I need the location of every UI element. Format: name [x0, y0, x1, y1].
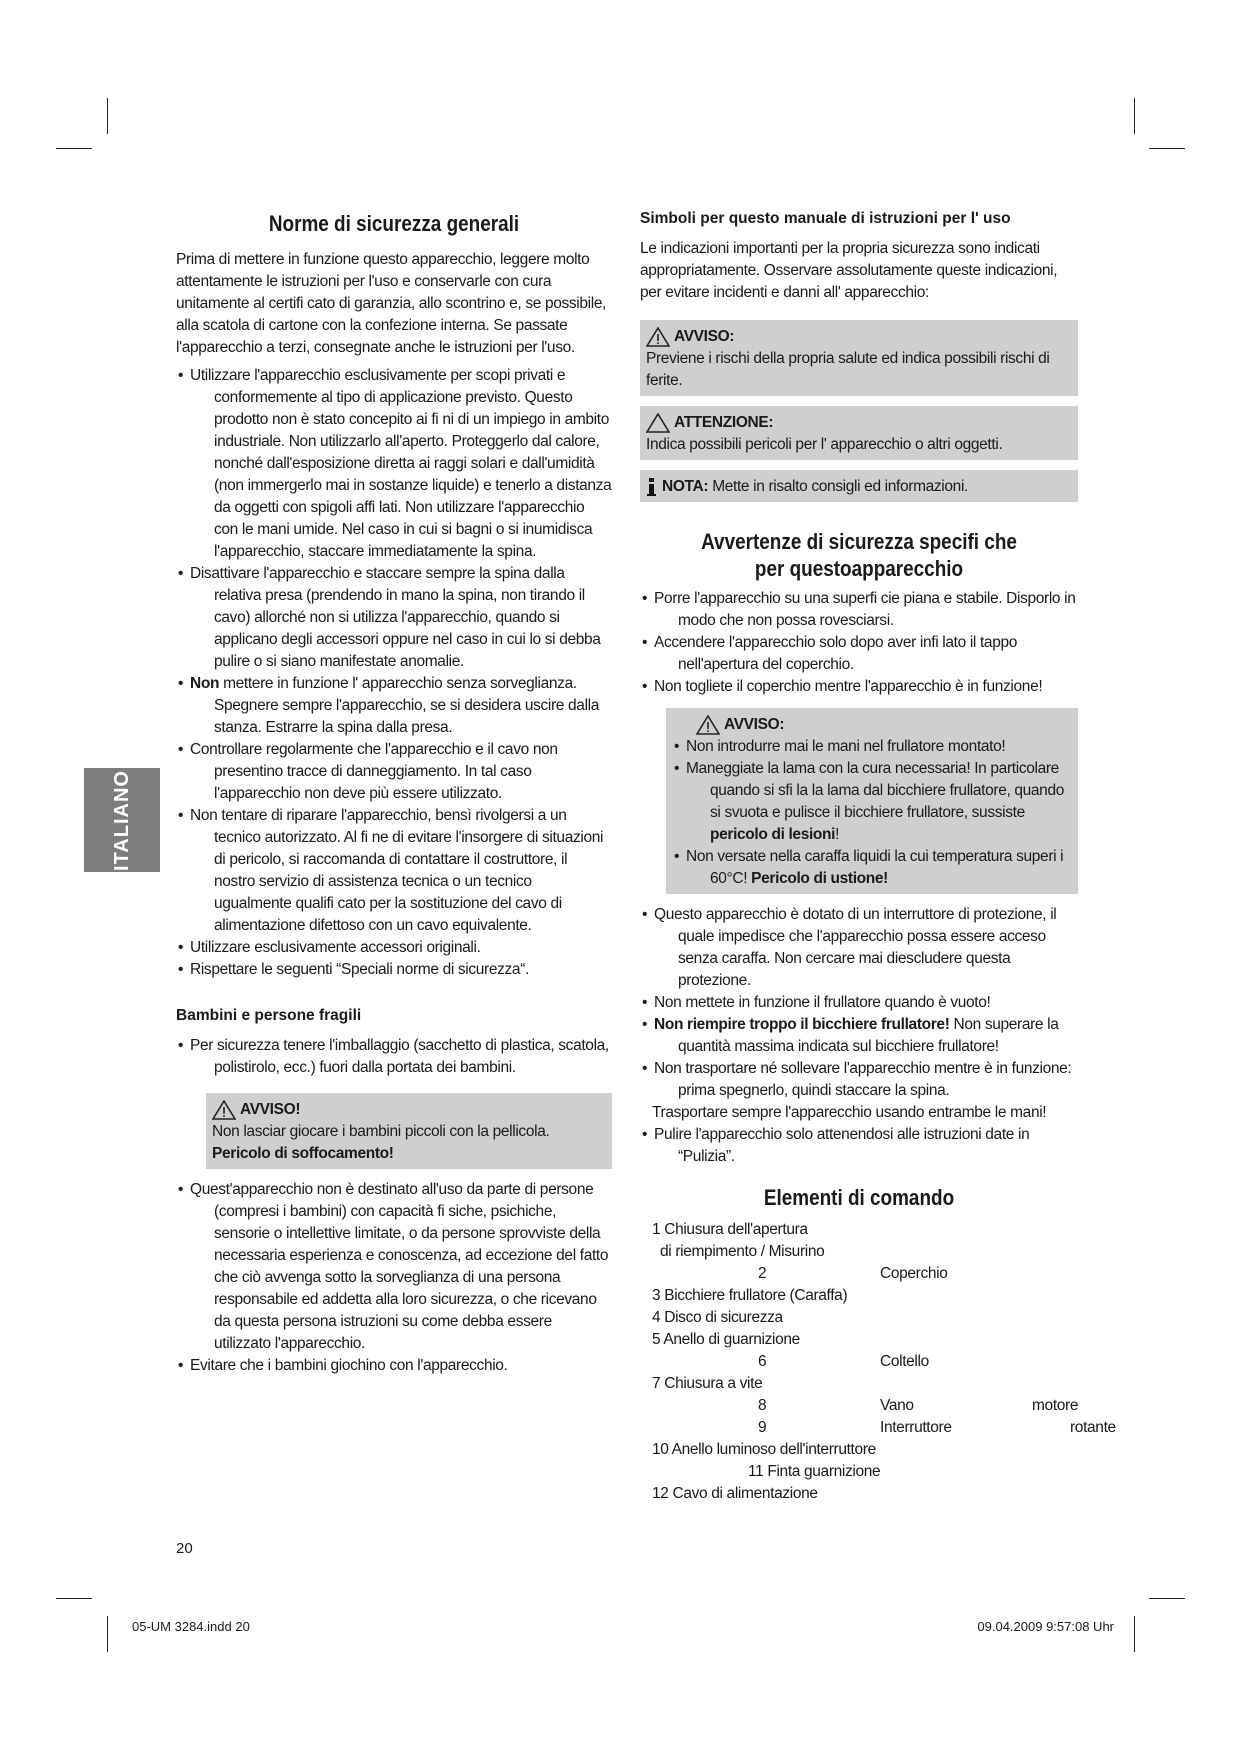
warning-box-children — [206, 1093, 612, 1169]
bold-text: pericolo di lesioni — [710, 826, 836, 843]
list-item: • Evitare che i bambini giochino con l'apparecchio. — [176, 1355, 612, 1377]
symbols-title: Simboli per questo manuale di istruzioni per l' uso — [640, 210, 1011, 227]
specific-safety-list-2 — [640, 904, 1078, 1102]
avviso-box-2 — [666, 708, 1078, 894]
list-item: • Porre l'apparecchio su una superfi cie piana e stabile. Disporlo in modo che non possa rovesciarsi. — [640, 588, 1078, 632]
bold-text: Non — [190, 675, 220, 692]
left-column — [176, 210, 612, 1377]
children-list — [176, 1035, 612, 1079]
control-item: Coltello — [880, 1353, 929, 1370]
warning-triangle-icon — [696, 715, 720, 735]
avviso-box — [640, 320, 1078, 396]
section-title-general-safety: Norme di sicurezza generali — [268, 211, 520, 236]
subsection-title-children: Bambini e persone fragili — [176, 1007, 362, 1024]
list-item-text: Non superare la quantità massima indicata sul bicchiere frullatore! — [678, 1016, 1059, 1055]
control-number: 9 — [758, 1419, 767, 1436]
control-item: Interruttore — [880, 1419, 952, 1436]
list-item — [672, 758, 1072, 846]
bold-text: Pericolo di ustione! — [751, 870, 888, 887]
symbols-intro: Le indicazioni importanti per la propria sicurezza sono indicati appropriatamente. Osservare assolutamente queste indicazioni, per evitare incidenti e danni all' apparecchio: — [640, 240, 1058, 301]
footer-timestamp: 09.04.2009 9:57:08 Uhr — [977, 1619, 1114, 1634]
list-item: • Non introdurre mai le mani nel frullatore montato! — [672, 736, 1072, 758]
control-item: 5 Anello di guarnizione — [652, 1331, 800, 1348]
warning-triangle-icon — [646, 327, 670, 347]
control-item: 4 Disco di sicurezza — [652, 1309, 783, 1326]
control-number: 6 — [758, 1353, 767, 1370]
attenzione-box — [640, 406, 1078, 460]
crop-mark — [1149, 1598, 1185, 1599]
control-item: rotante — [1070, 1419, 1116, 1436]
control-item: 1 Chiusura dell'apertura — [652, 1221, 808, 1238]
info-icon — [646, 477, 658, 497]
language-side-tab — [84, 768, 160, 872]
crop-mark — [56, 148, 92, 149]
caution-triangle-icon — [646, 413, 670, 433]
footer-file: 05-UM 3284.indd 20 — [132, 1619, 250, 1634]
control-number: 8 — [758, 1397, 767, 1414]
list-item: • Per sicurezza tenere l'imballaggio (sacchetto di plastica, scatola, polistirolo, ecc.) fuori dalla portata dei bambini. — [176, 1035, 612, 1079]
warning-bold: Pericolo di soffocamento! — [212, 1145, 394, 1162]
attenzione-text: Indica possibili pericoli per l' apparecchio o altri oggetti. — [646, 436, 1003, 453]
avviso-head: AVVISO: — [674, 328, 735, 345]
control-number: 2 — [758, 1265, 767, 1282]
control-item: 7 Chiusura a vite — [652, 1375, 763, 1392]
list-item: • Pulire l'apparecchio solo attenendosi alle istruzioni date in “Pulizia”. — [640, 1124, 1078, 1168]
control-item: 11 Finta guarnizione — [748, 1463, 881, 1480]
list-item: • Utilizzare esclusivamente accessori originali. — [176, 937, 612, 959]
specific-safety-list — [640, 588, 1078, 698]
controls-list — [640, 1219, 1116, 1502]
intro-paragraph: Prima di mettere in funzione questo apparecchio, leggere molto attentamente le istruzioni per l'uso e conservarle con cura unitamente al certifi cato di garanzia, allo scontrino e, se possibile, alla scatola di cartone con la confezione interna. Se passate l'apparecchio a terzi, consegnate anche le istruzioni per l'uso. — [176, 251, 607, 356]
list-item: • Questo apparecchio è dotato di un interruttore di protezione, il quale impedisce che l'apparecchio possa essere acceso senza caraffa. Non cercare mai diescludere questa protezione. — [640, 904, 1078, 992]
nota-text: Mette in risalto consigli ed informazioni. — [712, 478, 968, 495]
list-item-text: mettere in funzione l' apparecchio senza sorveglianza. Spegnere sempre l'apparecchio, se si desidera uscire dalla stanza. Estrarre la spina dalla presa. — [214, 675, 600, 736]
avviso-text: Previene i rischi della propria salute ed indica possibili rischi di ferite. — [646, 350, 1050, 389]
control-item: 12 Cavo di alimentazione — [652, 1485, 818, 1502]
list-item — [176, 673, 612, 739]
list-item-text: Non versate nella caraffa liquidi la cui temperatura superi i 60°C! — [686, 848, 1064, 887]
transport-line: Trasportare sempre l'apparecchio usando entrambe le mani! — [652, 1104, 1047, 1121]
attenzione-head: ATTENZIONE: — [674, 414, 774, 431]
control-item: 10 Anello luminoso dell'interruttore — [652, 1441, 876, 1458]
specific-title-line1: Avvertenze di sicurezza specifi che — [701, 529, 1017, 554]
list-item — [672, 846, 1072, 890]
list-item-text: Maneggiate la lama con la cura necessaria! In particolare quando si sfi la la lama dal bicchiere frullatore, quando si svuota e pulisce il bicchiere frullatore, sussiste — [686, 760, 1064, 821]
list-item: • Non mettete in funzione il frullatore quando è vuoto! — [640, 992, 1078, 1014]
list-item: • Quest'apparecchio non è destinato all'uso da parte di persone (compresi i bambini) con capacità fi siche, psichiche, sensorie o intellettive limitate, o da persone sprovviste della necessaria esperienza e conoscenza, ad eccezione del fatto che ciò avvenga sotto la sorveglianza di una persona responsabile ed addetta alla loro sicurezza, o che ricevano da questa persona istruzioni su come debba essere utilizzato l'apparecchio. — [176, 1179, 612, 1355]
list-item: • Non trasportare né sollevare l'apparecchio mentre è in funzione: prima spegnerlo, quindi staccare la spina. — [640, 1058, 1078, 1102]
bold-text: Non riempire troppo il bicchiere frullatore! — [654, 1016, 950, 1033]
list-item: • Non tentare di riparare l'apparecchio, bensì rivolgersi a un tecnico autorizzato. Al fi ne di evitare l'insorgere di situazioni di pericolo, si raccomanda di contattare il costruttore, il nostro servizio di assistenza tecnica o un tecnico ugualmente qualifi cato per la sostituzione del cavo di alimentazione difettoso con un cavo equivalente. — [176, 805, 612, 937]
specific-safety-list-3 — [640, 1124, 1078, 1168]
list-item: • Disattivare l'apparecchio e staccare sempre la spina dalla relativa presa (prendendo in mano la spina, non tirando il cavo) allorché non si utilizza l'apparecchio, quando si applicano degli accessori oppure nel caso in cui lo si debba pulire o si siano manifestate anomalie. — [176, 563, 612, 673]
specific-title-line2: per questoapparecchio — [754, 556, 964, 581]
list-item: • Utilizzare l'apparecchio esclusivamente per scopi privati e conformemente al tipo di applicazione previsto. Questo prodotto non è stato concepito ai fi ni di un impiego in ambito industriale. Non utilizzarlo all'aperto. Proteggerlo dal calore, nonché dall'esposizione diretta ai raggi solari e dall'umidità (non immergerlo mai in sostanze liquide) e tenerlo a distanza da oggetti con spigoli affi lati. Non utilizzare l'apparecchio con le mani umide. Nel caso in cui si bagni o si inumidisca l'apparecchio, staccare immediatamente la spina. — [176, 365, 612, 563]
nota-box — [640, 470, 1078, 502]
warning-head: AVVISO! — [240, 1101, 301, 1118]
crop-mark — [1134, 98, 1135, 134]
crop-mark — [1149, 148, 1185, 149]
control-item: motore — [1032, 1397, 1079, 1414]
general-safety-list — [176, 365, 612, 981]
list-item-text: ! — [835, 826, 840, 843]
warning-triangle-icon — [212, 1100, 236, 1120]
control-item: Coperchio — [880, 1265, 948, 1282]
list-item — [640, 1014, 1078, 1058]
crop-mark — [107, 98, 108, 134]
children-list-2 — [176, 1179, 612, 1377]
avviso2-list — [672, 736, 1072, 890]
control-item: Vano — [880, 1397, 914, 1414]
list-item: • Rispettare le seguenti “Speciali norme di sicurezza“. — [176, 959, 612, 981]
control-item: di riempimento / Misurino — [660, 1243, 825, 1260]
language-label: ITALIANO — [110, 769, 133, 871]
list-item: • Non togliete il coperchio mentre l'apparecchio è in funzione! — [640, 676, 1078, 698]
controls-title: Elementi di comando — [763, 1185, 955, 1210]
list-item: • Accendere l'apparecchio solo dopo aver infi lato il tappo nell'apertura del coperchio. — [640, 632, 1078, 676]
crop-mark — [1134, 1616, 1135, 1652]
avviso2-head: AVVISO: — [724, 716, 785, 733]
page-number: 20 — [176, 1540, 193, 1557]
crop-mark — [56, 1598, 92, 1599]
crop-mark — [107, 1616, 108, 1652]
right-column — [640, 210, 1116, 1502]
nota-head: NOTA: — [662, 478, 709, 495]
warning-text: Non lasciar giocare i bambini piccoli con la pellicola. — [212, 1123, 550, 1140]
list-item: • Controllare regolarmente che l'apparecchio e il cavo non presentino tracce di danneggiamento. In tal caso l'apparecchio non deve più essere utilizzato. — [176, 739, 612, 805]
control-item: 3 Bicchiere frullatore (Caraffa) — [652, 1287, 848, 1304]
